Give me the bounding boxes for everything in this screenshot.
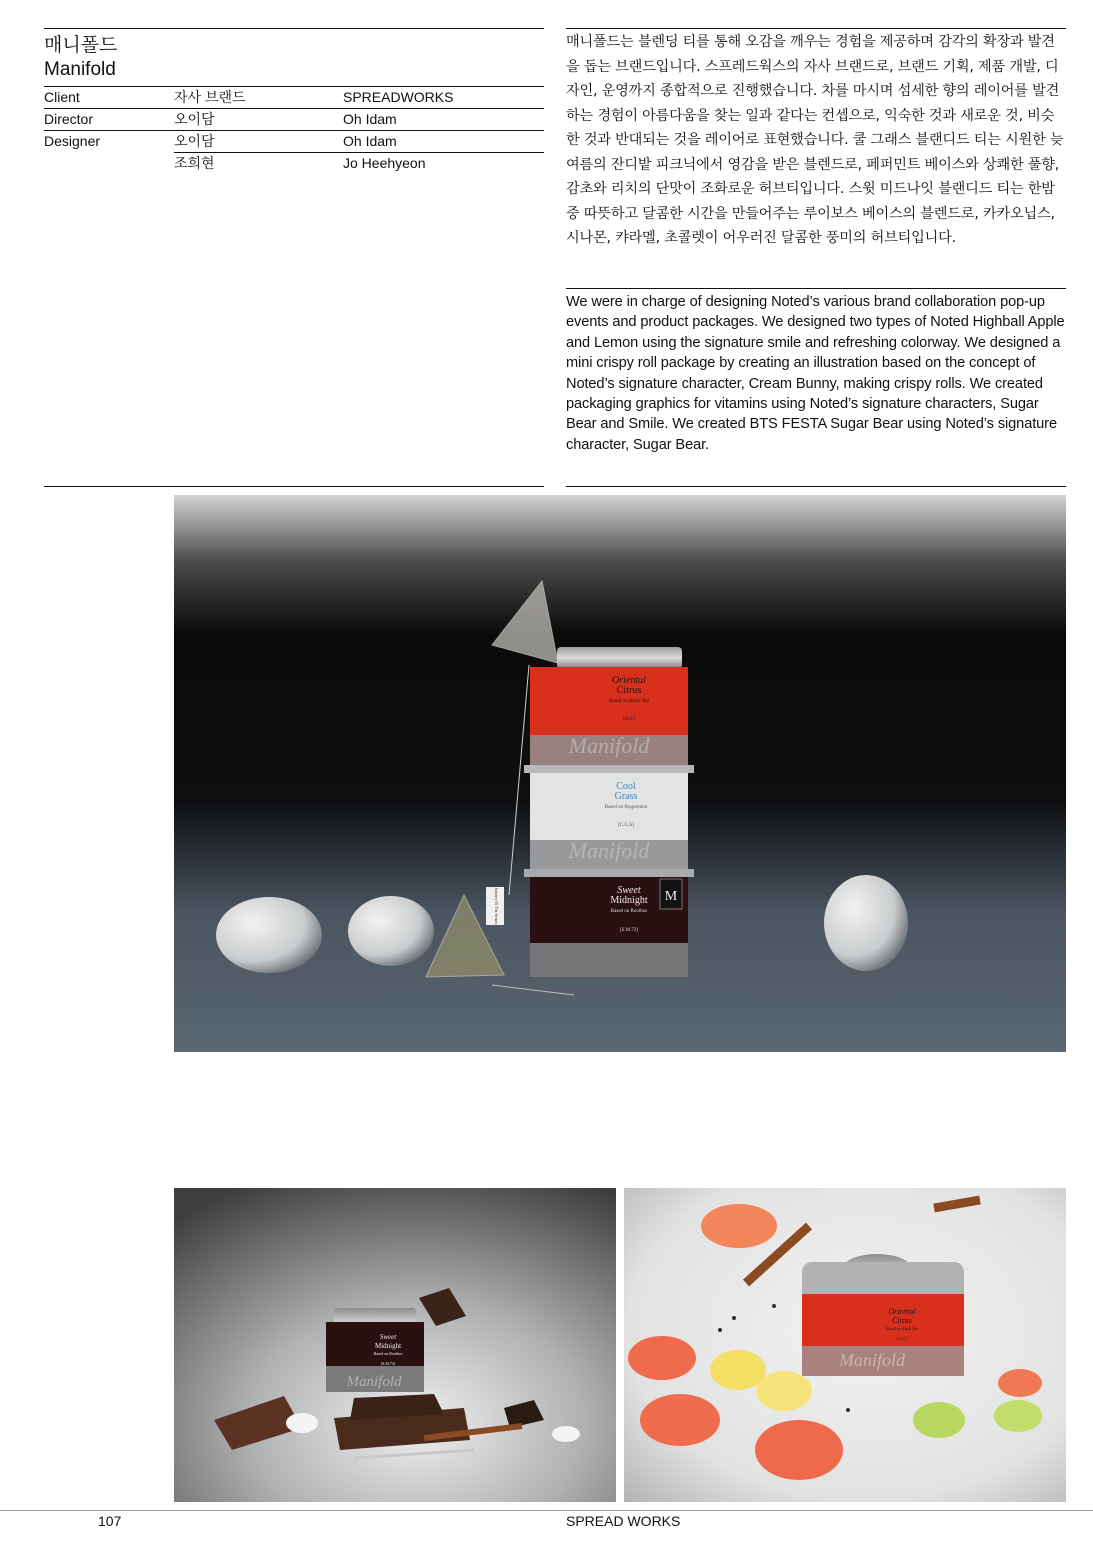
tin1-emboss: Manifold <box>568 733 650 758</box>
left-tin-line1: Sweet <box>379 1333 397 1341</box>
credit-name-korean: 자사 브랜드 <box>174 89 246 105</box>
chocolate-product-photo <box>174 1188 616 1502</box>
egg-2 <box>348 896 434 966</box>
top-rule-left <box>44 28 544 29</box>
top-rule-right <box>566 28 1066 29</box>
tin2-line3: Based on Peppermint <box>604 805 648 810</box>
credit-name-korean: 오이담 <box>174 133 215 149</box>
credit-name-english: Oh Idam <box>343 133 397 149</box>
main-product-photo <box>174 495 1066 1052</box>
right-tin-emboss: Manifold <box>839 1350 905 1370</box>
tin2-line1: Cool <box>616 781 636 792</box>
grapefruit-slice-5 <box>998 1369 1042 1397</box>
description-korean: 매니폴드는 블렌딩 티를 통해 오감을 깨우는 경험을 제공하며 감각의 확장과 발견을 돕는 브랜드입니다. 스프레드웍스의 자사 브랜드로, 브랜드 기획, 제품 개발, 디자인, 운영까지 종합적으로 진행했습니다. 차를 마시며 섬세한 향의 레이어를 발견하는 경험이 아름다움을 찾는 일과 같다는 컨셉으로, 익숙한 것과 새로운 것, 비슷한 것과 반대되는 것을 레이어로 표현했습니다. 쿨 그래스 블랜디드 티는 시원한 늦여름의 잔디밭 피크닉에서 영감을 받은 블렌드로, 페퍼민트 베이스와 상쾌한 풀향, 감초와 리치의 단맛이 조화로운 허브티입니다. 스윗 미드나잇 블랜디드 티는 한밤 중 따뜻하고 달콤한 시간을 만들어주는 루이보스 베이스의 블렌드로, 카카오닙스, 시나몬, 캬라멜, 초콜렛이 어우러진 달콤한 풍미의 허브티입니다. <box>566 34 1064 246</box>
grapefruit-slice-3 <box>640 1394 720 1446</box>
right-column-bottom-rule <box>566 486 1066 487</box>
tin3-code: [S.M.72] <box>619 928 639 933</box>
credit-name-english: Oh Idam <box>343 111 397 127</box>
right-tin-line1: Oriental <box>888 1307 916 1316</box>
left-tin-emboss: Manifold <box>346 1374 402 1390</box>
credit-name-korean: 조희현 <box>174 155 215 171</box>
lime-slice-1 <box>913 1402 965 1438</box>
grapefruit-slice-2 <box>628 1336 696 1380</box>
tin3-line2: Midnight <box>610 895 648 906</box>
tin1-line1: Oriental <box>612 675 646 686</box>
credit-row-client <box>44 86 544 108</box>
left-column-bottom-rule <box>44 486 544 487</box>
grapefruit-slice-4 <box>755 1420 843 1480</box>
lemon-slice-1 <box>710 1350 766 1390</box>
tin3-line1: Sweet <box>617 885 641 896</box>
right-tin-line3: Based on Black Tea <box>886 1326 918 1331</box>
credit-name-english: SPREADWORKS <box>343 89 454 105</box>
footer-rule <box>0 1510 1093 1511</box>
left-tin-line2: Midnight <box>374 1342 402 1350</box>
tin2-emboss: Manifold <box>568 838 650 863</box>
credit-name-korean: 오이담 <box>174 111 215 127</box>
right-tin-line2: Citrus <box>892 1316 912 1325</box>
description-english: We were in charge of designing Noted’s various brand collaboration pop-up events and product packages. We designed two types of Noted Highball Apple and Lemon using the signature smile and refreshing colorway. We designed a mini crispy roll package by creating an illustration based on the concept of Noted’s signature character, Cream Bunny, making crispy rolls. We created packaging graphics for vitamins using Noted’s signature characters, Sugar Bear and Smile. We created BTS FESTA Sugar Bear using Noted’s signature character, Sugar Bear. <box>566 294 1065 453</box>
right-tin-code: [O.C] <box>897 1336 907 1341</box>
tag-logo: M <box>664 889 678 904</box>
tin1-line3: Based on Black Tea <box>609 699 649 704</box>
grapefruit-slice-1 <box>701 1204 777 1248</box>
credit-row-designer-2 <box>44 152 544 174</box>
credit-row-designer <box>44 130 544 152</box>
lime-slice-2 <box>994 1400 1042 1432</box>
page-number: 107 <box>98 1513 122 1529</box>
left-tin-code: [S.M.72] <box>380 1361 396 1366</box>
left-tin-line3: Based on Rooibos <box>373 1351 403 1356</box>
tin2-line2: Grass <box>614 791 638 802</box>
project-title-english: Manifold <box>44 59 116 80</box>
tea-tag-text: Journey Of The Senses <box>494 887 499 925</box>
description-divider <box>566 288 1066 289</box>
lemon-slice-2 <box>756 1371 812 1411</box>
credit-row-director <box>44 108 544 130</box>
citrus-product-photo <box>624 1188 1066 1502</box>
tin2-code: [C.G.S] <box>618 823 634 828</box>
egg-1 <box>216 897 322 973</box>
project-title-korean: 매니폴드 <box>44 35 118 56</box>
credit-role: Designer <box>44 133 101 149</box>
credit-role: Client <box>44 89 80 105</box>
tin3-line3: Based on Rooibos <box>610 909 648 914</box>
tin1-line2: Citrus <box>616 685 642 696</box>
egg-3 <box>824 875 908 971</box>
credit-name-english: Jo Heehyeon <box>343 155 426 171</box>
footer-brand: SPREAD WORKS <box>566 1513 681 1529</box>
tin1-code: [O.C] <box>623 717 635 722</box>
credit-role: Director <box>44 111 94 127</box>
